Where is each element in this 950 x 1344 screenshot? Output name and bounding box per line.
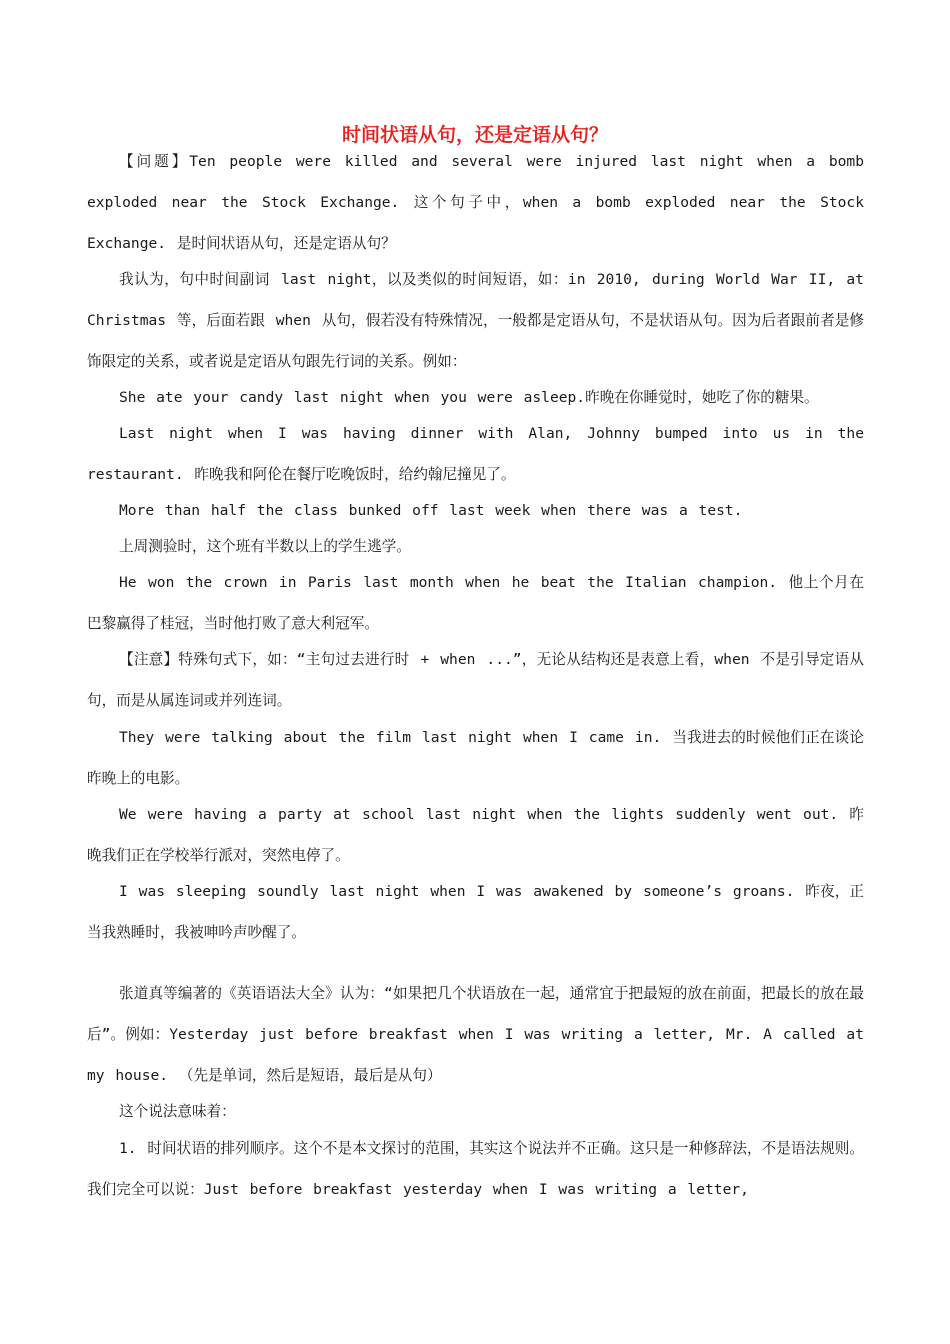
paragraph-meaning: 这个说法意味着： — [119, 1103, 236, 1120]
paragraph-note: 【注意】特殊句式下，如：“主句过去进行时 + when ...”，无论从结构还是表意上看，when 不是引导定语从句，而是从属连词或并列连词。 — [87, 651, 864, 709]
example-sleeping: I was sleeping soundly last night when I was awakened by someone’s groans. 昨夜，正当我熟睡时，我被呻吟声吵醒了。 — [87, 883, 864, 941]
document-title: 时间状语从句，还是定语从句？ — [341, 124, 608, 146]
example-crown: He won the crown in Paris last month when he beat the Italian champion. 他上个月在巴黎赢得了桂冠，当时他打败了意大利冠军。 — [87, 574, 864, 632]
example-film: They were talking about the film last night when I came in. 当我进去的时候他们正在谈论昨晚上的电影。 — [87, 729, 864, 787]
paragraph-grammar-book: 张道真等编著的《英语语法大全》认为：“如果把几个状语放在一起，通常宜于把最短的放在前面，把最长的放在最后”。例如：Yesterday just before breakfast when I was writing a letter, Mr. A called at my house. （先是单词，然后是短语，最后是从句） — [87, 985, 864, 1084]
example-candy: She ate your candy last night when you were asleep.昨晚在你睡觉时，她吃了你的糖果。 — [119, 389, 819, 406]
example-class-translation: 上周测验时，这个班有半数以上的学生逃学。 — [119, 538, 411, 555]
example-dinner: Last night when I was having dinner with Alan, Johnny bumped into us in the restaurant. 昨晚我和阿伦在餐厅吃晚饭时，给约翰尼撞见了。 — [87, 425, 864, 483]
list-item-1: 1. 时间状语的排列顺序。这个不是本文探讨的范围，其实这个说法并不正确。这只是一种修辞法，不是语法规则。我们完全可以说：Just before breakfast yesterday when I was writing a letter, — [87, 1140, 864, 1198]
paragraph-opinion: 我认为，句中时间副词 last night，以及类似的时间短语，如：in 2010, during World War II, at Christmas 等，后面若跟 when 从句，假若没有特殊情况，一般都是定语从句，不是状语从句。因为后者跟前者是修饰限定的关系，或者说是定语从句跟先行词的关系。例如： — [87, 271, 864, 370]
example-class: More than half the class bunked off last week when there was a test. — [119, 502, 743, 519]
example-party: We were having a party at school last night when the lights suddenly went out. 昨晚我们正在学校举行派对，突然电停了。 — [87, 806, 864, 864]
paragraph-question: 【问题】Ten people were killed and several were injured last night when a bomb exploded near the Stock Exchange. 这个句子中，when a bomb exploded near the Stock Exchange. 是时间状语从句，还是定语从句？ — [87, 153, 864, 252]
